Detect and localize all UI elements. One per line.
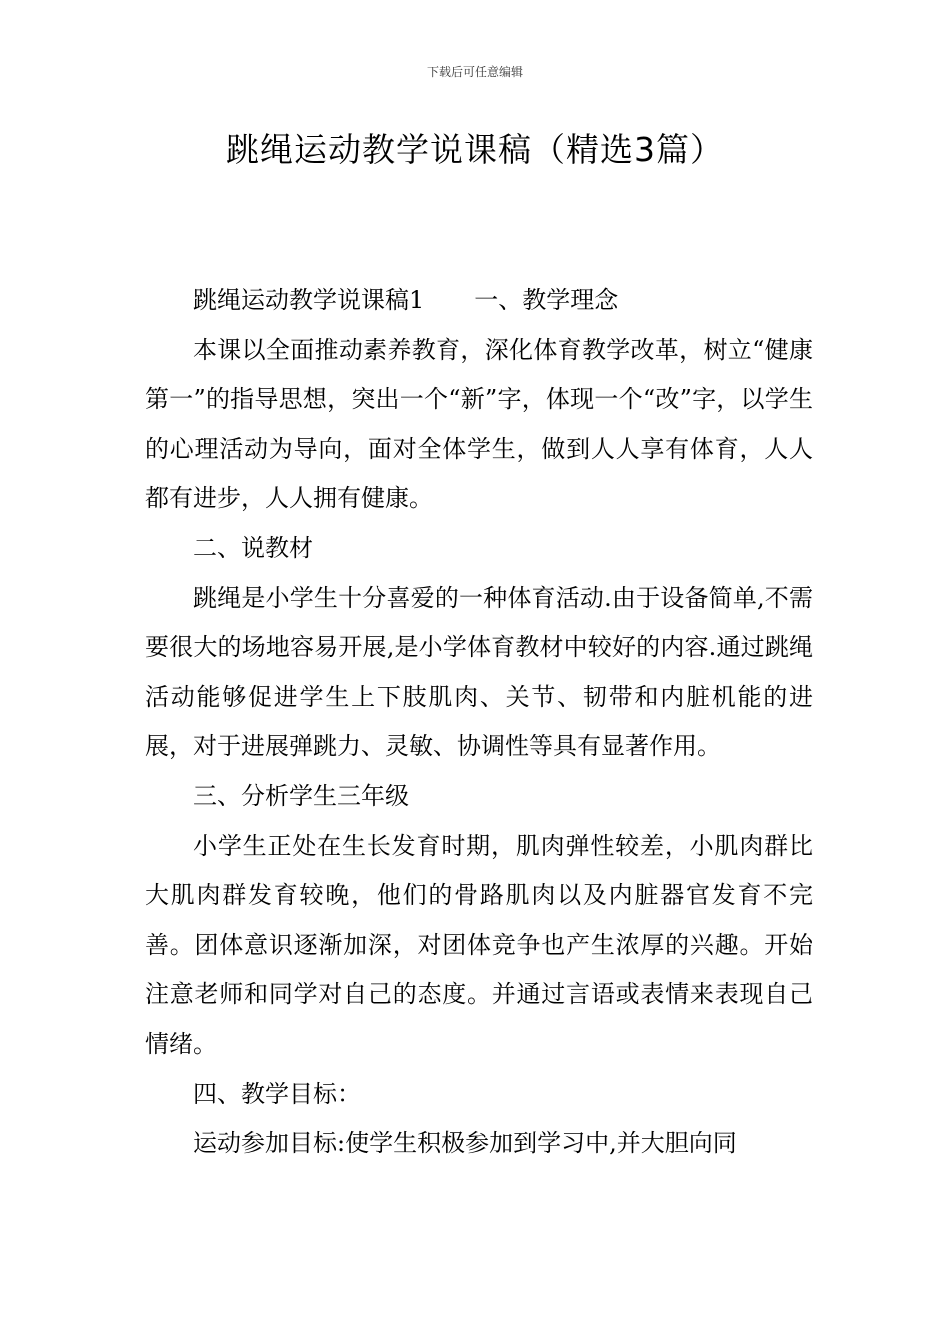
intro-line [145, 276, 813, 326]
header-note: 下载后可任意编辑 [426, 65, 523, 79]
section-heading-4: 四、教学目标： [193, 1079, 361, 1108]
section-heading-3: 三、分析学生三年级 [193, 781, 409, 810]
doc-label: 跳绳运动教学说课稿1 [193, 286, 425, 314]
paragraph-teaching-philosophy: 本课以全面推动素养教育，深化体育教学改革，树立“健康第一”的指导思想，突出一个“新”字，体现一个“改”字，以学生的心理活动为导向，面对全体学生，做到人人享有体育，人人都有进步，人人拥有健康。 [145, 335, 813, 513]
document-title: 跳绳运动教学说课稿（精选3篇） [226, 130, 724, 169]
paragraph-teaching-material: 跳绳是小学生十分喜爱的一种体育活动.由于设备简单,不需要很大的场地容易开展,是小学体育教材中较好的内容.通过跳绳活动能够促进学生上下肢肌肉、关节、韧带和内脏机能的进展，对于进展弹跳力、灵敏、协调性等具有显著作用。 [145, 583, 813, 761]
section-heading-2: 二、说教材 [193, 533, 313, 562]
section-heading-1: 一、教学理念 [474, 286, 619, 314]
document-body [145, 276, 813, 1169]
paragraph-student-analysis: 小学生正处在生长发育时期，肌肉弹性较差，小肌肉群比大肌肉群发育较晚，他们的骨路肌肉以及内脏器官发育不完善。团体意识逐渐加深，对团体竞争也产生浓厚的兴趣。开始注意老师和同学对自己的态度。并通过言语或表情来表现自己情绪。 [145, 831, 813, 1058]
paragraph-teaching-goals: 运动参加目标:使学生积极参加到学习中,并大胆向同 [193, 1129, 737, 1158]
